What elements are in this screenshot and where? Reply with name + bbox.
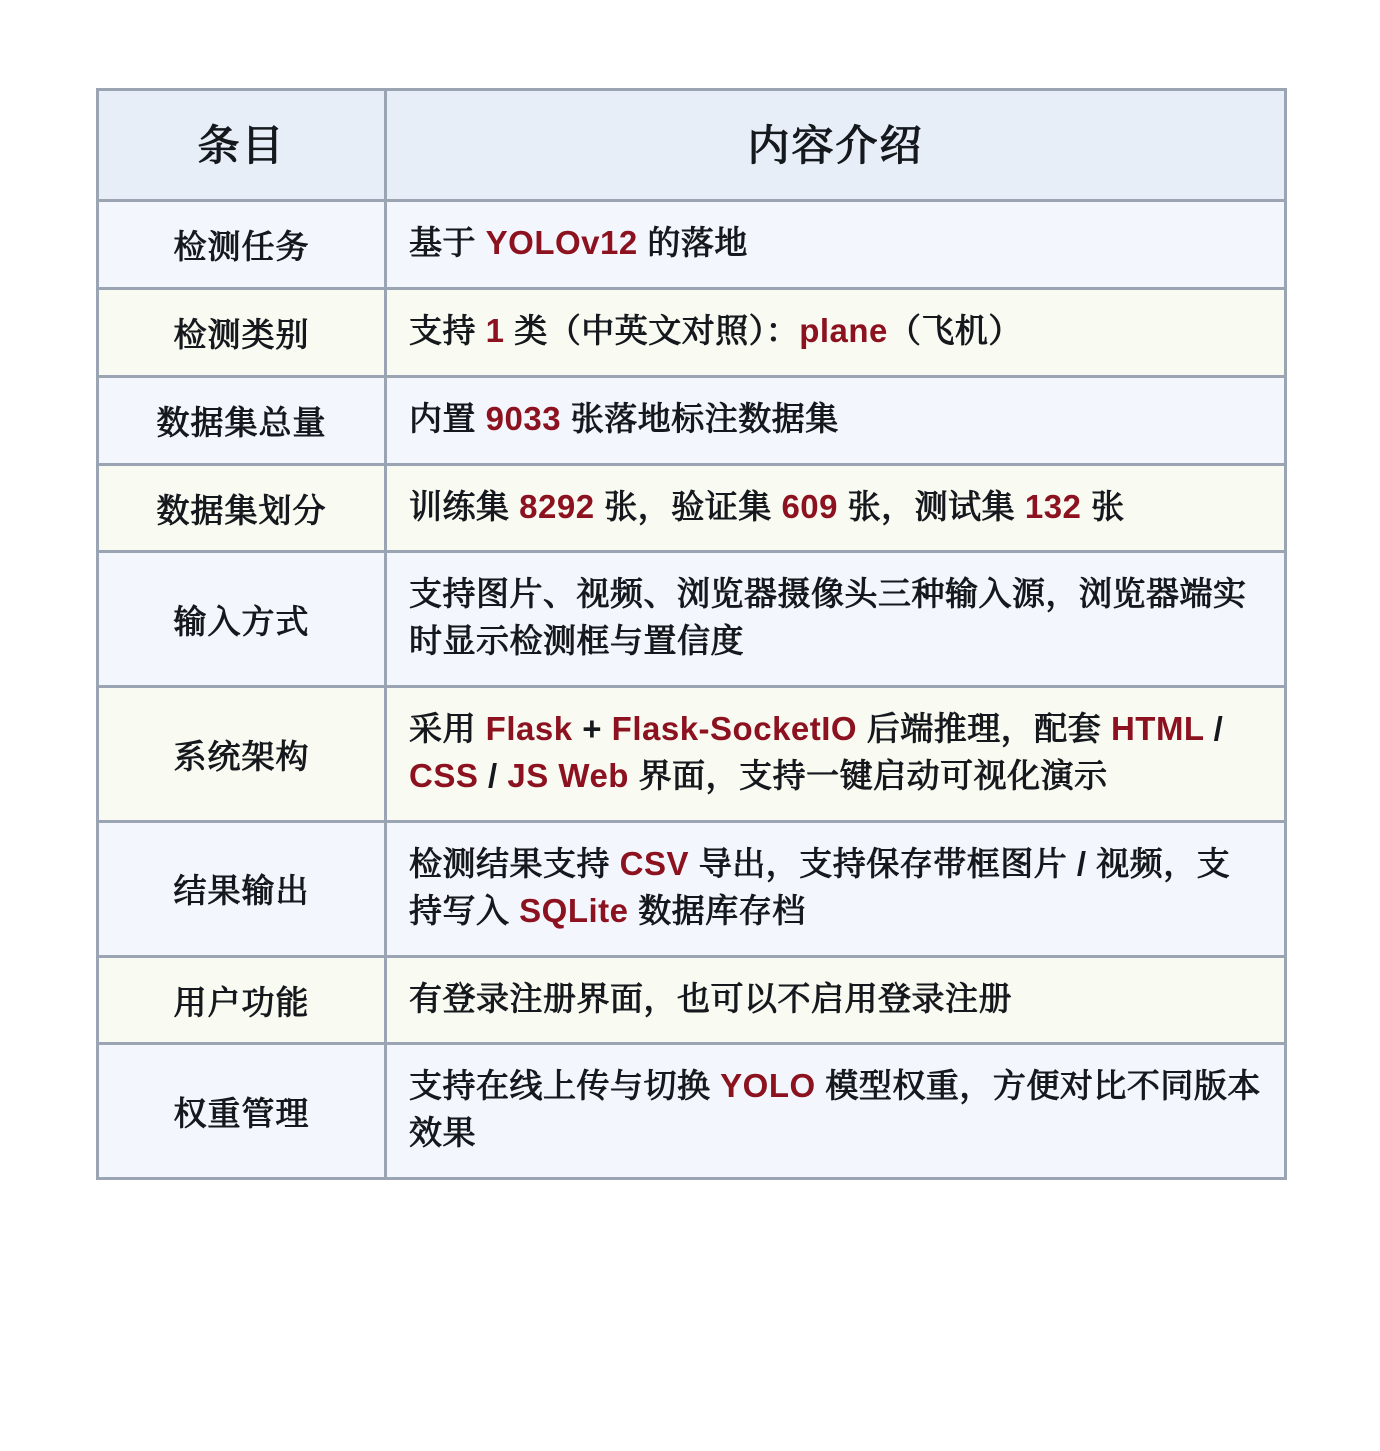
row-item-label: 权重管理 [98, 1044, 386, 1179]
table-row [98, 821, 1286, 956]
table-header-row [98, 90, 1286, 201]
row-description: 有登录注册界面，也可以不启用登录注册 [386, 956, 1286, 1044]
specification-table [96, 88, 1287, 1180]
table-row [98, 1044, 1286, 1179]
table-row [98, 464, 1286, 552]
row-description: 训练集 8292 张，验证集 609 张，测试集 132 张 [386, 464, 1286, 552]
table-body [98, 201, 1286, 1179]
row-description: 采用 Flask + Flask-SocketIO 后端推理，配套 HTML / CSS / JS Web 界面，支持一键启动可视化演示 [386, 687, 1286, 822]
column-header-item: 条目 [98, 90, 386, 201]
table-row [98, 288, 1286, 376]
column-header-description: 内容介绍 [386, 90, 1286, 201]
row-item-label: 用户功能 [98, 956, 386, 1044]
table-row [98, 687, 1286, 822]
table-row [98, 201, 1286, 289]
table-row [98, 552, 1286, 687]
table-row [98, 376, 1286, 464]
row-description: 基于 YOLOv12 的落地 [386, 201, 1286, 289]
row-description: 内置 9033 张落地标注数据集 [386, 376, 1286, 464]
row-item-label: 系统架构 [98, 687, 386, 822]
row-description: 支持图片、视频、浏览器摄像头三种输入源，浏览器端实时显示检测框与置信度 [386, 552, 1286, 687]
row-description: 支持在线上传与切换 YOLO 模型权重，方便对比不同版本效果 [386, 1044, 1286, 1179]
row-item-label: 结果输出 [98, 821, 386, 956]
row-item-label: 检测类别 [98, 288, 386, 376]
row-description: 支持 1 类（中英文对照）：plane（飞机） [386, 288, 1286, 376]
table-row [98, 956, 1286, 1044]
row-item-label: 输入方式 [98, 552, 386, 687]
row-item-label: 检测任务 [98, 201, 386, 289]
row-description: 检测结果支持 CSV 导出，支持保存带框图片 / 视频，支持写入 SQLite 数据库存档 [386, 821, 1286, 956]
row-item-label: 数据集划分 [98, 464, 386, 552]
row-item-label: 数据集总量 [98, 376, 386, 464]
